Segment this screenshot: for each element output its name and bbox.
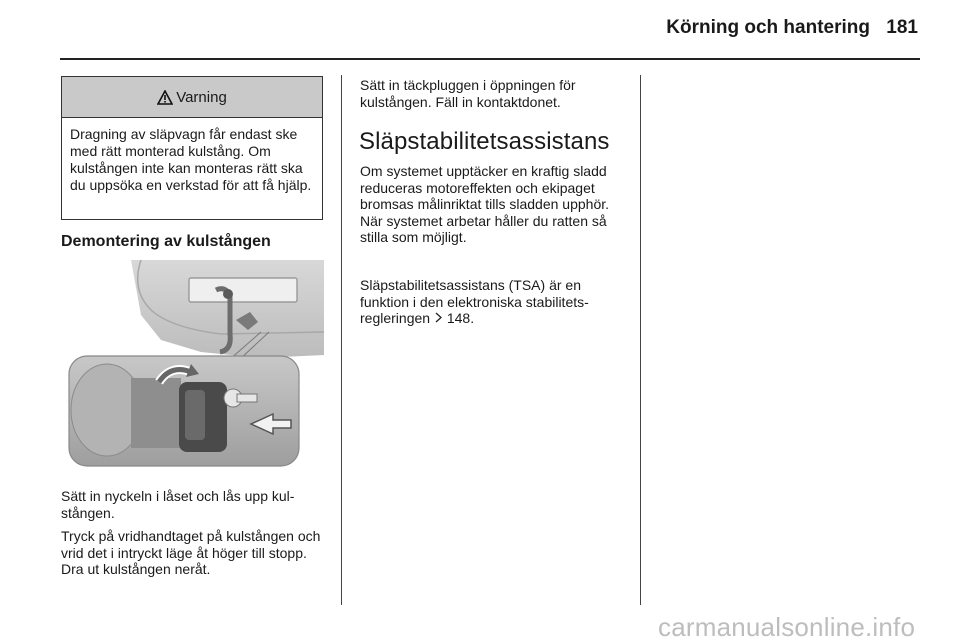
warning-box bbox=[61, 76, 323, 220]
page-reference-link[interactable]: 148. bbox=[446, 310, 475, 326]
paragraph: Tryck på vridhandtaget på kulstången och vrid det i intryckt läge åt höger till stopp. Dra ut kulstången neråt. bbox=[61, 528, 321, 577]
column-divider bbox=[640, 75, 641, 605]
paragraph-text: Släpstabilitetsassistans (TSA) är en funktion i den elektroniska stabilitetsregleringen bbox=[360, 277, 589, 326]
warning-triangle-icon bbox=[157, 90, 173, 105]
section-heading-demount: Demontering av kulstången bbox=[61, 233, 271, 250]
page-number: 181 bbox=[886, 17, 918, 38]
towbar-illustration bbox=[61, 260, 324, 472]
header-title: Körning och hantering bbox=[666, 17, 870, 38]
warning-body: Dragning av släpvagn får endast ske med rätt monterad kulstång. Om kulstången inte kan monteras rätt ska du uppsöka en verkstad för att få hjälp. bbox=[70, 126, 312, 193]
header-rule bbox=[60, 58, 920, 60]
paragraph: Sätt in nyckeln i låset och lås upp kulstången. bbox=[61, 488, 295, 521]
reference-arrow-icon bbox=[434, 312, 443, 323]
paragraph: Sätt in täckpluggen i öppningen för kulstången. Fäll in kontaktdonet. bbox=[360, 77, 576, 110]
column-divider bbox=[341, 75, 342, 605]
warning-header bbox=[62, 77, 322, 118]
paragraph bbox=[360, 277, 626, 327]
paragraph: Om systemet upptäcker en kraftig sladd reduceras motoreffekten och ekipaget bromsas målinriktat tills sladden upphör. När systemet arbetar håller du ratten så stilla som möjligt. bbox=[360, 163, 610, 245]
warning-title: Varning bbox=[176, 88, 227, 106]
section-heading-tsa: Släpstabilitetsassistans bbox=[359, 128, 610, 155]
watermark: carmanualsonline.info bbox=[658, 612, 916, 642]
